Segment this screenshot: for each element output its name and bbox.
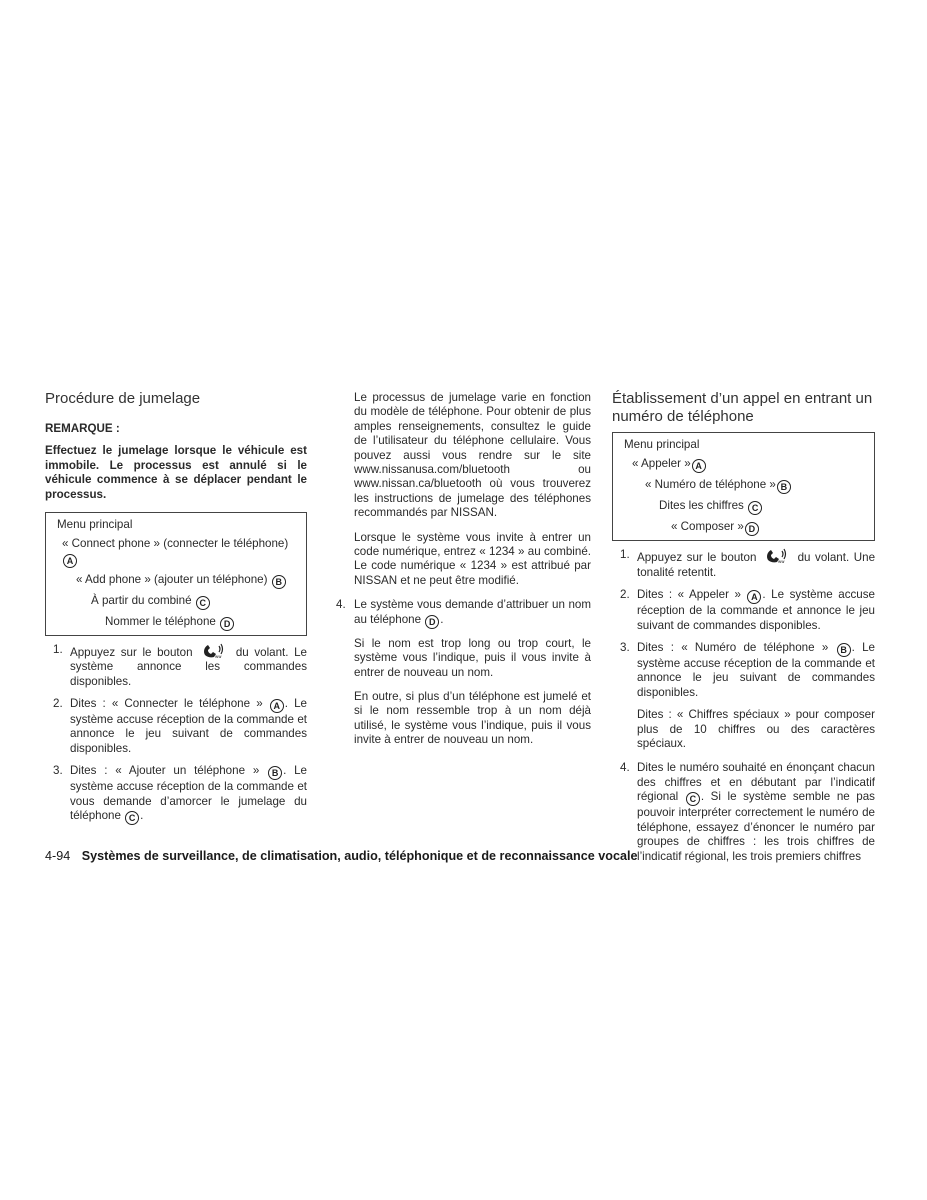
section-heading-pairing: Procédure de jumelage — [45, 390, 201, 407]
paragraph: Dites : « Chiffres spéciaux » pour composer plus de 10 chiffres ou des caractères spéciaux. — [637, 708, 875, 751]
badge-b-icon: B — [268, 766, 282, 780]
list-item: 2. Dites : « Connecter le téléphone » A . Le système accuse réception de la commande et annonce le jeu suivant de commandes disponibles. — [53, 697, 307, 755]
badge-d-icon: D — [425, 615, 439, 629]
list-item: 1. Appuyez sur le bouton ww du volant. Le système annonce les commandes disponibles. — [53, 642, 307, 688]
menu-path-box — [45, 512, 307, 636]
menu-line: « Add phone » (ajouter un téléphone) B — [57, 573, 295, 589]
menu-line: À partir du combiné C — [57, 594, 295, 610]
column-right — [612, 390, 875, 872]
svg-text:ww: ww — [215, 653, 222, 659]
badge-b-icon: B — [777, 480, 791, 494]
svg-text:ww: ww — [777, 559, 785, 565]
column-middle — [336, 391, 591, 758]
badge-a-icon: A — [63, 554, 77, 568]
paragraph: Si le nom est trop long ou trop court, le système vous l’indique, puis il vous invite à entrer de nouveau un nom. — [354, 636, 591, 679]
badge-b-icon: B — [272, 575, 286, 589]
page-number: 4-94 — [45, 849, 71, 863]
badge-a-icon: A — [692, 459, 706, 473]
badge-c-icon: C — [748, 501, 762, 515]
menu-path-box — [612, 432, 875, 541]
badge-d-icon: D — [220, 617, 234, 631]
paragraph: Lorsque le système vous invite à entrer un code numérique, entrez « 1234 » au combiné. Le code numérique « 1234 » est attribué par NISSAN et ne peut être modifié. — [354, 530, 591, 587]
section-heading-dial-number: Établissement d’un appel en entrant un numéro de téléphone — [612, 390, 873, 425]
note-label: REMARQUE : — [45, 422, 120, 435]
badge-c-icon: C — [125, 811, 139, 825]
column-left — [45, 390, 307, 833]
chapter-title: Systèmes de surveillance, de climatisation, audio, téléphonique et de reconnaissance vocale — [81, 849, 638, 863]
list-item: 4. Dites le numéro souhaité en énonçant chacun des chiffres et en débutant par l’indicatif régional C . Si le système semble ne pas pouvoir interpréter correctement le numéro de téléphone, essayez d’énoncer le numéro par groupes de chiffres : les trois chiffres de l’indicatif régional, les trois premiers chiffres — [620, 761, 875, 863]
list-item: 2. Dites : « Appeler » A . Le système accuse réception de la commande et annonce le jeu suivant de commandes disponibles. — [620, 588, 875, 632]
menu-line: Menu principal — [57, 518, 133, 532]
list-item: 4. Le système vous demande d’attribuer un nom au téléphone D . — [336, 598, 591, 627]
paragraph: Le processus de jumelage varie en fonction du modèle de téléphone. Pour obtenir de plus amples renseignements, consultez le guide de l’utilisateur du téléphone cellulaire. Vous pouvez aussi vous rendre sur le site www.nissanusa.com/bluetooth ou www.nissan.ca/bluetooth où vous trouverez les instructions de jumelage des téléphones recommandés par NISSAN. — [354, 391, 591, 520]
steering-phone-button-icon — [202, 643, 226, 659]
badge-a-icon: A — [747, 590, 761, 604]
paragraph: En outre, si plus d’un téléphone est jumelé et si le nom ressemble trop à un nom déjà utilisé, le système vous l’indique, puis il vous invite à entrer de nouveau un nom. — [354, 689, 591, 747]
menu-line: « Appeler » A — [624, 457, 863, 473]
menu-line: Dites les chiffres C — [624, 499, 863, 515]
page-footer — [45, 848, 885, 864]
menu-line: Menu principal — [624, 438, 700, 451]
note-text: Effectuez le jumelage lorsque le véhicule est immobile. Le processus est annulé si le véhicule commence à se déplacer pendant le processus. — [45, 444, 307, 501]
steering-phone-button-icon — [765, 548, 789, 564]
badge-b-icon: B — [837, 643, 851, 657]
menu-line: « Connect phone » (connecter le téléphone) A — [62, 537, 289, 566]
list-item: 1. Appuyez sur le bouton ww du volant. Une tonalité retentit. — [620, 548, 876, 579]
menu-line: « Numéro de téléphone » B — [624, 478, 863, 494]
menu-line: Nommer le téléphone D — [57, 615, 295, 631]
list-item: 3. Dites : « Ajouter un téléphone » B . Le système accuse réception de la commande et vous demande d’amorcer le jumelage du téléphone C . — [53, 764, 307, 824]
badge-d-icon: D — [745, 522, 759, 536]
menu-line: « Composer » D — [624, 520, 863, 536]
badge-a-icon: A — [270, 699, 284, 713]
list-item: 3. Dites : « Numéro de téléphone » B . Le système accuse réception de la commande et annonce le jeu suivant de commandes disponibles. — [620, 641, 875, 699]
badge-c-icon: C — [686, 792, 700, 806]
badge-c-icon: C — [196, 596, 210, 610]
